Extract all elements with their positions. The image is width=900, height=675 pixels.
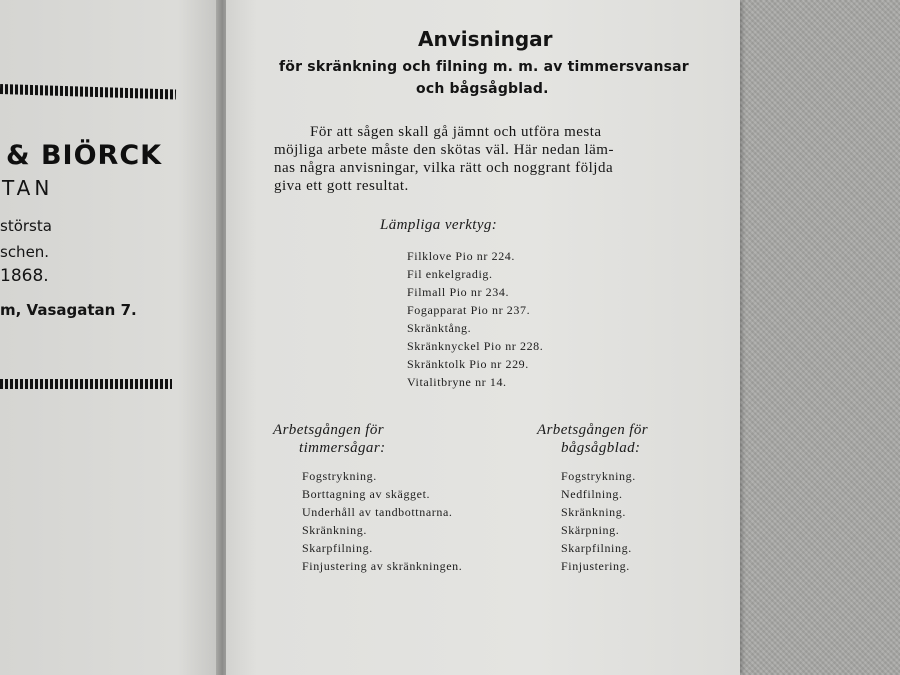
timmer-heading-line-2: timmersågar: xyxy=(299,440,386,456)
left-line-3: 1868. xyxy=(0,266,49,286)
brand-name: & BIÖRCK xyxy=(6,140,163,171)
tool-item: Filklove Pio nr 224. xyxy=(407,249,516,263)
brand-subline: TAN xyxy=(2,176,54,200)
timmer-step: Fogstrykning. xyxy=(302,469,377,483)
decorative-bar-top xyxy=(0,84,176,100)
address-line: m, Vasagatan 7. xyxy=(0,301,137,319)
timmer-step: Borttagning av skägget. xyxy=(302,487,431,501)
subtitle-line-2: och bågsågblad. xyxy=(416,81,549,97)
bag-step: Skarpfilning. xyxy=(561,541,632,555)
page-title: Anvisningar xyxy=(418,27,553,51)
timmer-heading-line-1: Arbetsgången för xyxy=(273,422,384,438)
timmer-step: Skränkning. xyxy=(302,523,367,537)
left-line-1: största xyxy=(0,217,52,235)
tool-item: Vitalitbryne nr 14. xyxy=(407,375,507,389)
right-page xyxy=(226,0,740,675)
timmer-step: Underhåll av tandbottnarna. xyxy=(302,505,453,519)
bag-step: Nedfilning. xyxy=(561,487,623,501)
decorative-bar-bottom xyxy=(0,379,172,389)
tool-item: Fogapparat Pio nr 237. xyxy=(407,303,531,317)
bag-heading-line-1: Arbetsgången för xyxy=(537,422,648,438)
subtitle-line-1: för skränkning och filning m. m. av timmersvansar xyxy=(279,59,689,75)
timmer-step: Finjustering av skränkningen. xyxy=(302,559,463,573)
bag-step: Fogstrykning. xyxy=(561,469,636,483)
intro-line-1: För att sågen skall gå jämnt och utföra mesta xyxy=(310,124,602,140)
tool-item: Fil enkelgradig. xyxy=(407,267,493,281)
tool-item: Filmall Pio nr 234. xyxy=(407,285,510,299)
bag-step: Skränkning. xyxy=(561,505,626,519)
bag-steps-list xyxy=(561,467,636,575)
left-page xyxy=(0,0,222,675)
tools-list xyxy=(407,247,543,391)
left-line-2: schen. xyxy=(0,243,50,261)
intro-line-3: nas några anvisningar, vilka rätt och noggrant följda xyxy=(274,160,614,176)
bag-step: Finjustering. xyxy=(561,559,630,573)
tool-item: Skränktolk Pio nr 229. xyxy=(407,357,529,371)
fabric-background xyxy=(735,0,900,675)
timmer-steps-list xyxy=(302,467,462,575)
tool-item: Skränktång. xyxy=(407,321,472,335)
tools-heading: Lämpliga verktyg: xyxy=(380,217,498,233)
bag-heading-line-2: bågsågblad: xyxy=(561,440,641,456)
timmer-step: Skarpfilning. xyxy=(302,541,373,555)
intro-line-2: möjliga arbete måste den skötas väl. Här nedan läm- xyxy=(274,142,614,158)
tool-item: Skränknyckel Pio nr 228. xyxy=(407,339,544,353)
bag-step: Skärpning. xyxy=(561,523,620,537)
intro-line-4: giva ett gott resultat. xyxy=(274,178,409,194)
